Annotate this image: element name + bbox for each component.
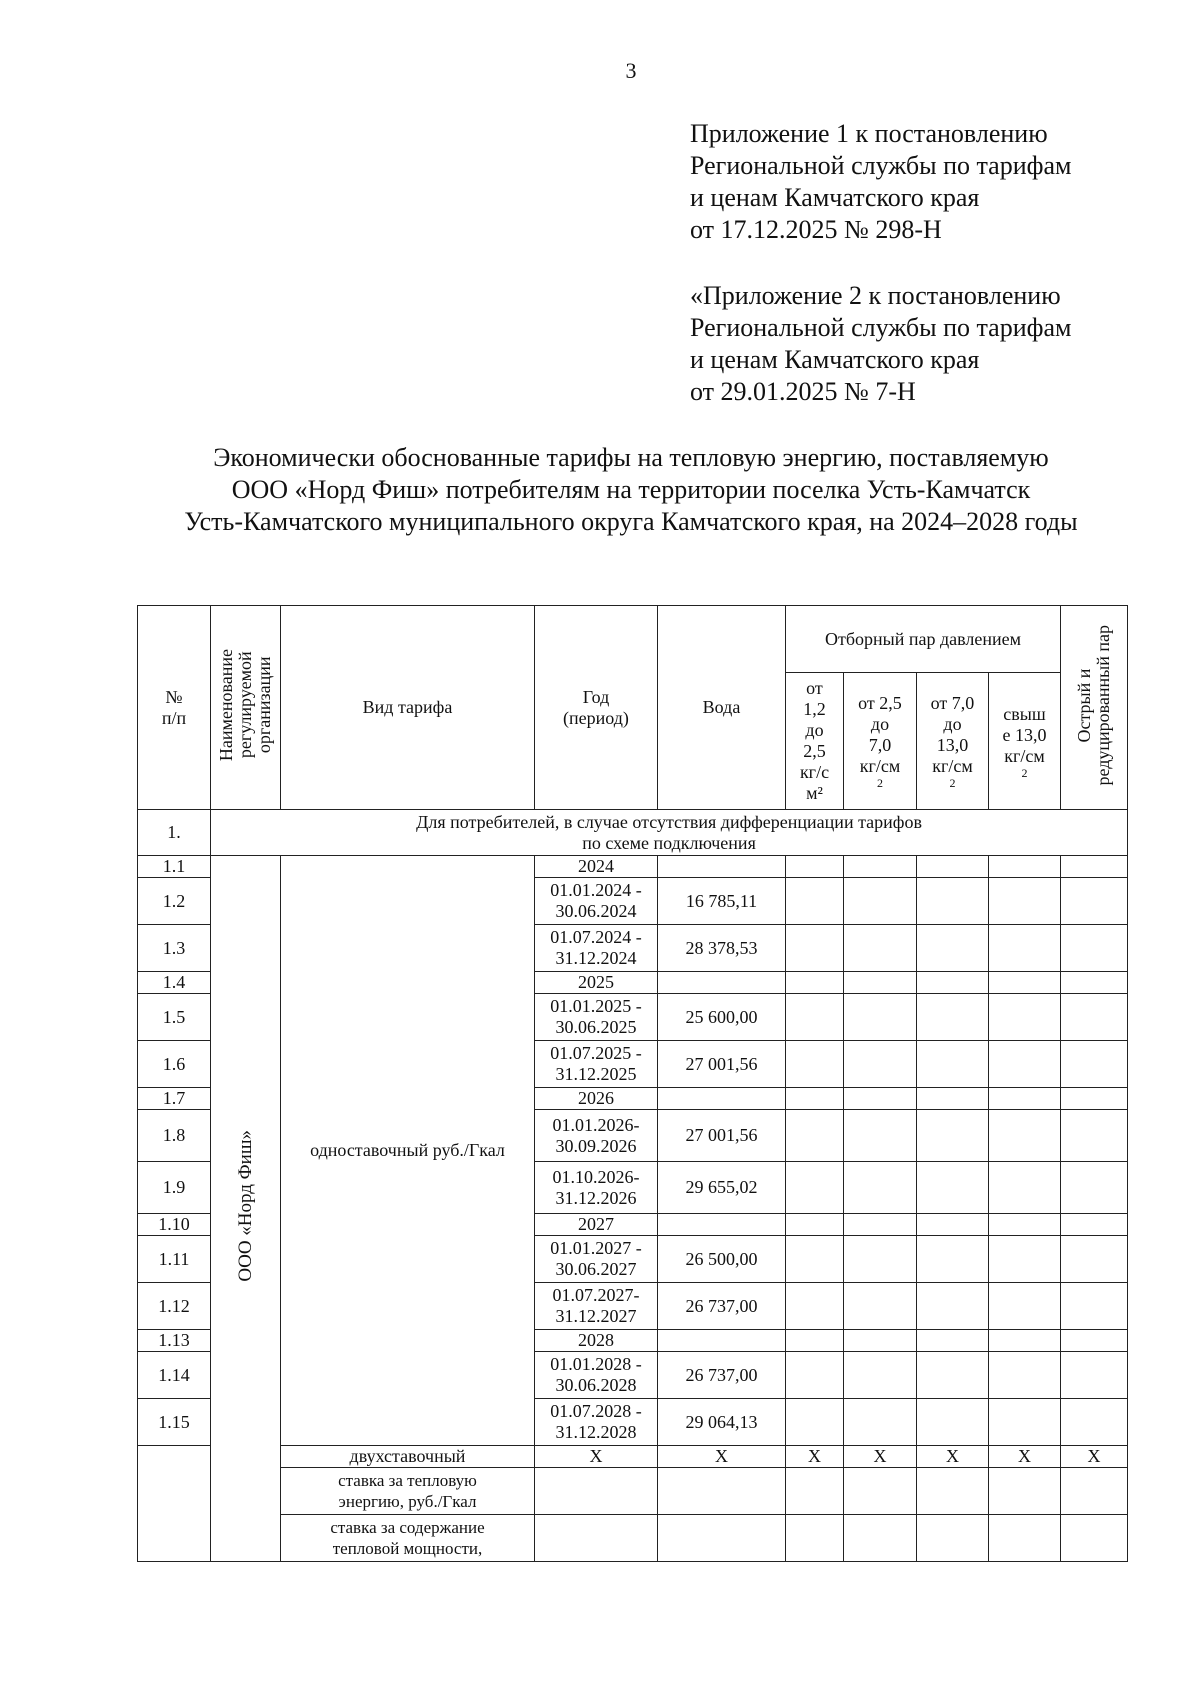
empty-cell [989,1110,1061,1162]
row-number: 1.1 [138,856,211,878]
header-number [138,606,211,810]
period-line: 2026 [578,1088,614,1108]
period-cell [535,1214,658,1236]
x-mark: Х [844,1446,917,1468]
energy-rate-label [281,1468,535,1515]
empty-cell [989,1330,1061,1352]
row-number: 1.6 [138,1041,211,1088]
period-line: 01.01.2026- [552,1114,640,1135]
row-number: 1.2 [138,878,211,925]
header-steam-line: свыш [1003,703,1046,724]
empty-cell [786,878,844,925]
water-value: 29 064,13 [658,1399,786,1446]
header-steam-1-2-5 [786,673,844,810]
empty-cell [917,878,989,925]
tariff-table [137,605,1128,1562]
header-steam-line: от 7,0 [930,693,975,713]
water-value [658,856,786,878]
appendix-1-line: Региональной службы по тарифам [690,151,1072,180]
empty-cell [989,925,1061,972]
empty-cell [844,1214,917,1236]
period-line: 2025 [578,972,614,992]
empty-cell [989,1236,1061,1283]
period-line: 01.07.2024 - [550,927,642,947]
empty-cell [989,1283,1061,1330]
empty-cell [844,1088,917,1110]
empty-cell [1061,1399,1128,1446]
row-number: 1.8 [138,1110,211,1162]
empty-cell [786,1041,844,1088]
header-organization-text [217,649,274,761]
two-rate-row [138,1446,1128,1468]
period-line: 31.12.2024 [555,948,637,968]
empty-cell [1061,878,1128,925]
empty-cell [786,994,844,1041]
row-number: 1.4 [138,972,211,994]
empty-cell [917,1515,989,1562]
empty-cell [1061,1110,1128,1162]
empty-cell [989,1088,1061,1110]
row-number: 1.7 [138,1088,211,1110]
empty-cell [658,1468,786,1515]
empty-cell [786,1214,844,1236]
empty-cell [844,1352,917,1399]
header-tariff-type: Вид тарифа [281,606,535,810]
empty-cell [989,1162,1061,1214]
empty-cell [989,1352,1061,1399]
period-cell [535,1330,658,1352]
appendix-2-line: Региональной службы по тарифам [690,313,1072,342]
header-steam-line: м² [806,783,823,803]
empty-cell [1061,1088,1128,1110]
title-line: Экономически обоснованные тарифы на тепловую энергию, поставляемую [213,443,1049,472]
single-rate-cell: одноставочный руб./Гкал [281,856,535,1446]
period-cell [535,1399,658,1446]
rate-label-line: ставка за содержание [330,1518,485,1537]
header-sharp-line: редуцированный пар [1093,624,1114,786]
water-value: 27 001,56 [658,1041,786,1088]
empty-cell [786,1110,844,1162]
empty-cell [1061,1330,1128,1352]
empty-cell [1061,972,1128,994]
row-number: 1.12 [138,1283,211,1330]
appendix-2-line: от 29.01.2025 № 7-Н [690,377,916,406]
empty-cell [786,1515,844,1562]
empty-cell [917,1399,989,1446]
period-cell [535,856,658,878]
empty-cell [786,1088,844,1110]
header-steam-line: кг/см [932,756,973,776]
row-number: 1.15 [138,1399,211,1446]
period-line: 01.07.2028 - [550,1401,642,1421]
row-number: 1.9 [138,1162,211,1214]
header-steam-line: 2,5 [803,741,826,761]
empty-cell [535,1515,658,1562]
capacity-rate-label [281,1515,535,1562]
row-number: 1.13 [138,1330,211,1352]
appendix-2-line: и ценам Камчатского края [690,345,980,374]
empty-cell [989,1399,1061,1446]
period-line: 30.06.2025 [555,1017,637,1037]
row-number: 1.5 [138,994,211,1041]
empty-cell [786,1162,844,1214]
header-steam-line: 1,2 [803,699,826,719]
water-value: 26 737,00 [658,1352,786,1399]
period-line: 2024 [578,856,614,876]
header-steam-line: до [943,714,962,734]
x-mark: Х [917,1446,989,1468]
period-cell [535,994,658,1041]
empty-cell [844,1468,917,1515]
empty-cell [844,1162,917,1214]
period-line: 31.12.2025 [555,1064,637,1084]
water-value: 26 500,00 [658,1236,786,1283]
header-sharp-steam-text [1075,625,1113,786]
x-mark: Х [989,1446,1061,1468]
header-steam-line: от [806,678,823,698]
header-steam-line: до [805,720,824,740]
period-line: 31.12.2026 [555,1187,637,1208]
empty-cell [917,1088,989,1110]
empty-cell [1061,1352,1128,1399]
section-row [138,810,1128,856]
section-number: 1. [138,810,211,856]
row-number: 1.11 [138,1236,211,1283]
energy-rate-row [138,1468,1128,1515]
period-line: 01.07.2027- [552,1285,640,1305]
section-label [211,810,1128,856]
empty-cell [844,1110,917,1162]
header-organization-line: регулируемой [235,651,255,759]
empty-cell [786,1468,844,1515]
header-steam-line: 7,0 [868,735,892,755]
empty-cell [786,856,844,878]
page-number: 3 [625,58,637,83]
x-mark: Х [786,1446,844,1468]
empty-cell [844,972,917,994]
period-cell [535,972,658,994]
period-cell [535,1088,658,1110]
empty-cell [786,1236,844,1283]
header-steam-line: кг/см [859,756,901,776]
water-value: 27 001,56 [658,1110,786,1162]
empty-cell [917,1352,989,1399]
empty-cell [786,972,844,994]
header-sharp-steam [1061,606,1128,810]
empty-cell [1061,925,1128,972]
empty-cell [1061,1162,1128,1214]
header-organization [211,606,281,810]
empty-cell [1061,1283,1128,1330]
water-value [658,1330,786,1352]
header-organization-line: Наименование [216,648,236,762]
water-value: 28 378,53 [658,925,786,972]
header-steam-line: от 2,5 [858,693,902,713]
water-value [658,1214,786,1236]
header-steam-2-5-7 [844,673,917,810]
document-title [150,442,1112,538]
organization-cell [211,856,281,1562]
empty-cell [844,1399,917,1446]
header-year [535,606,658,810]
empty-cell [844,1283,917,1330]
empty-cell [1061,1236,1128,1283]
empty-cell [989,1214,1061,1236]
appendix-1-line: от 17.12.2025 № 298-Н [690,215,942,244]
period-cell [535,1283,658,1330]
empty-cell [844,878,917,925]
empty-cell [658,1515,786,1562]
period-line: 30.06.2028 [555,1375,637,1395]
period-line: 01.01.2027 - [550,1238,642,1258]
header-steam-superscript: 2 [877,776,883,790]
header-number-symbol: № [165,686,183,707]
appendix-2-reference [690,280,1071,408]
x-mark: Х [1061,1446,1128,1468]
header-sharp-line: Острый и [1074,668,1095,742]
period-cell [535,1162,658,1214]
empty-cell [844,1236,917,1283]
period-cell [535,1236,658,1283]
header-steam-line: е 13,0 [1002,724,1047,745]
header-year-line: Год [582,686,610,707]
period-line: 01.01.2028 - [550,1354,642,1374]
appendix-1-reference [690,118,1071,246]
empty-cell [917,972,989,994]
empty-cell [1061,1468,1128,1515]
title-line: ООО «Норд Фиш» потребителям на территории поселка Усть-Камчатск [231,475,1031,504]
header-steam-superscript: 2 [1021,765,1028,780]
appendix-2-line: «Приложение 2 к постановлению [690,281,1061,310]
empty-cell [786,925,844,972]
empty-cell [917,856,989,878]
period-cell [535,878,658,925]
empty-cell [786,1330,844,1352]
empty-cell [989,856,1061,878]
header-water: Вода [658,606,786,810]
rate-label-line: энергию, руб./Гкал [338,1492,477,1511]
water-value: 25 600,00 [658,994,786,1041]
header-steam-superscript: 2 [949,776,956,790]
period-line: 01.01.2025 - [550,996,642,1016]
empty-cell [917,1468,989,1515]
empty-cell [1061,1041,1128,1088]
period-cell [535,925,658,972]
empty-cell [989,972,1061,994]
empty-cell [917,1330,989,1352]
empty-cell [844,925,917,972]
empty-cell [1061,1515,1128,1562]
empty-cell [138,1446,211,1562]
header-steam-line: кг/см [1004,745,1045,766]
empty-cell [844,994,917,1041]
period-line: 01.10.2026- [552,1166,640,1187]
empty-cell [989,1041,1061,1088]
header-steam-7-13 [917,673,989,810]
empty-cell [917,1162,989,1214]
header-steam-group: Отборный пар давлением [786,606,1061,673]
row-number: 1.10 [138,1214,211,1236]
empty-cell [844,1330,917,1352]
period-line: 30.06.2027 [555,1259,637,1279]
appendix-1-line: и ценам Камчатского края [690,183,980,212]
empty-cell [786,1399,844,1446]
period-line: 01.01.2024 - [550,880,642,900]
organization-name: ООО «Норд Фиш» [235,1130,256,1282]
empty-cell [917,925,989,972]
empty-cell [844,1041,917,1088]
empty-cell [1061,1214,1128,1236]
water-value: 29 655,02 [658,1162,786,1214]
water-value: 26 737,00 [658,1283,786,1330]
empty-cell [917,1214,989,1236]
water-value: 16 785,11 [658,878,786,925]
section-label-line: по схеме подключения [582,832,756,853]
period-line: 30.06.2024 [555,901,637,921]
appendix-1-line: Приложение 1 к постановлению [690,119,1048,148]
row-number: 1.14 [138,1352,211,1399]
period-cell [535,1041,658,1088]
period-cell [535,1352,658,1399]
period-line: 30.09.2026 [555,1135,637,1156]
water-value [658,1088,786,1110]
header-steam-line: до [870,714,890,734]
header-organization-line: организации [254,656,274,754]
header-number-label: п/п [161,707,187,728]
period-line: 2028 [578,1330,614,1350]
empty-cell [844,856,917,878]
rate-label-line: тепловой мощности, [332,1539,483,1558]
header-steam-over-13 [989,673,1061,810]
empty-cell [786,1352,844,1399]
table-row [138,856,1128,878]
empty-cell [989,994,1061,1041]
empty-cell [1061,856,1128,878]
period-line: 31.12.2027 [555,1306,637,1326]
header-row-1 [138,606,1128,673]
section-label-line: Для потребителей, в случае отсутствия дифференциации тарифов [416,811,922,832]
empty-cell [786,1283,844,1330]
period-cell [535,1110,658,1162]
empty-cell [917,1283,989,1330]
header-year-line: (период) [563,707,629,728]
row-number: 1.3 [138,925,211,972]
empty-cell [989,1468,1061,1515]
x-mark: Х [535,1446,658,1468]
empty-cell [989,1515,1061,1562]
empty-cell [917,1041,989,1088]
water-value [658,972,786,994]
empty-cell [1061,994,1128,1041]
header-steam-line: кг/с [799,762,830,782]
empty-cell [917,1236,989,1283]
empty-cell [844,1515,917,1562]
capacity-rate-row [138,1515,1128,1562]
two-rate-label: двухставочный [281,1446,535,1468]
rate-label-line: ставка за тепловую [338,1471,477,1490]
empty-cell [535,1468,658,1515]
empty-cell [989,878,1061,925]
empty-cell [917,994,989,1041]
x-mark: Х [658,1446,786,1468]
title-line: Усть-Камчатского муниципального округа Камчатского края, на 2024–2028 годы [184,507,1078,536]
period-line: 01.07.2025 - [550,1043,642,1063]
period-line: 2027 [578,1214,614,1234]
header-steam-line: 13,0 [936,735,969,755]
empty-cell [917,1110,989,1162]
period-line: 31.12.2028 [555,1422,637,1442]
